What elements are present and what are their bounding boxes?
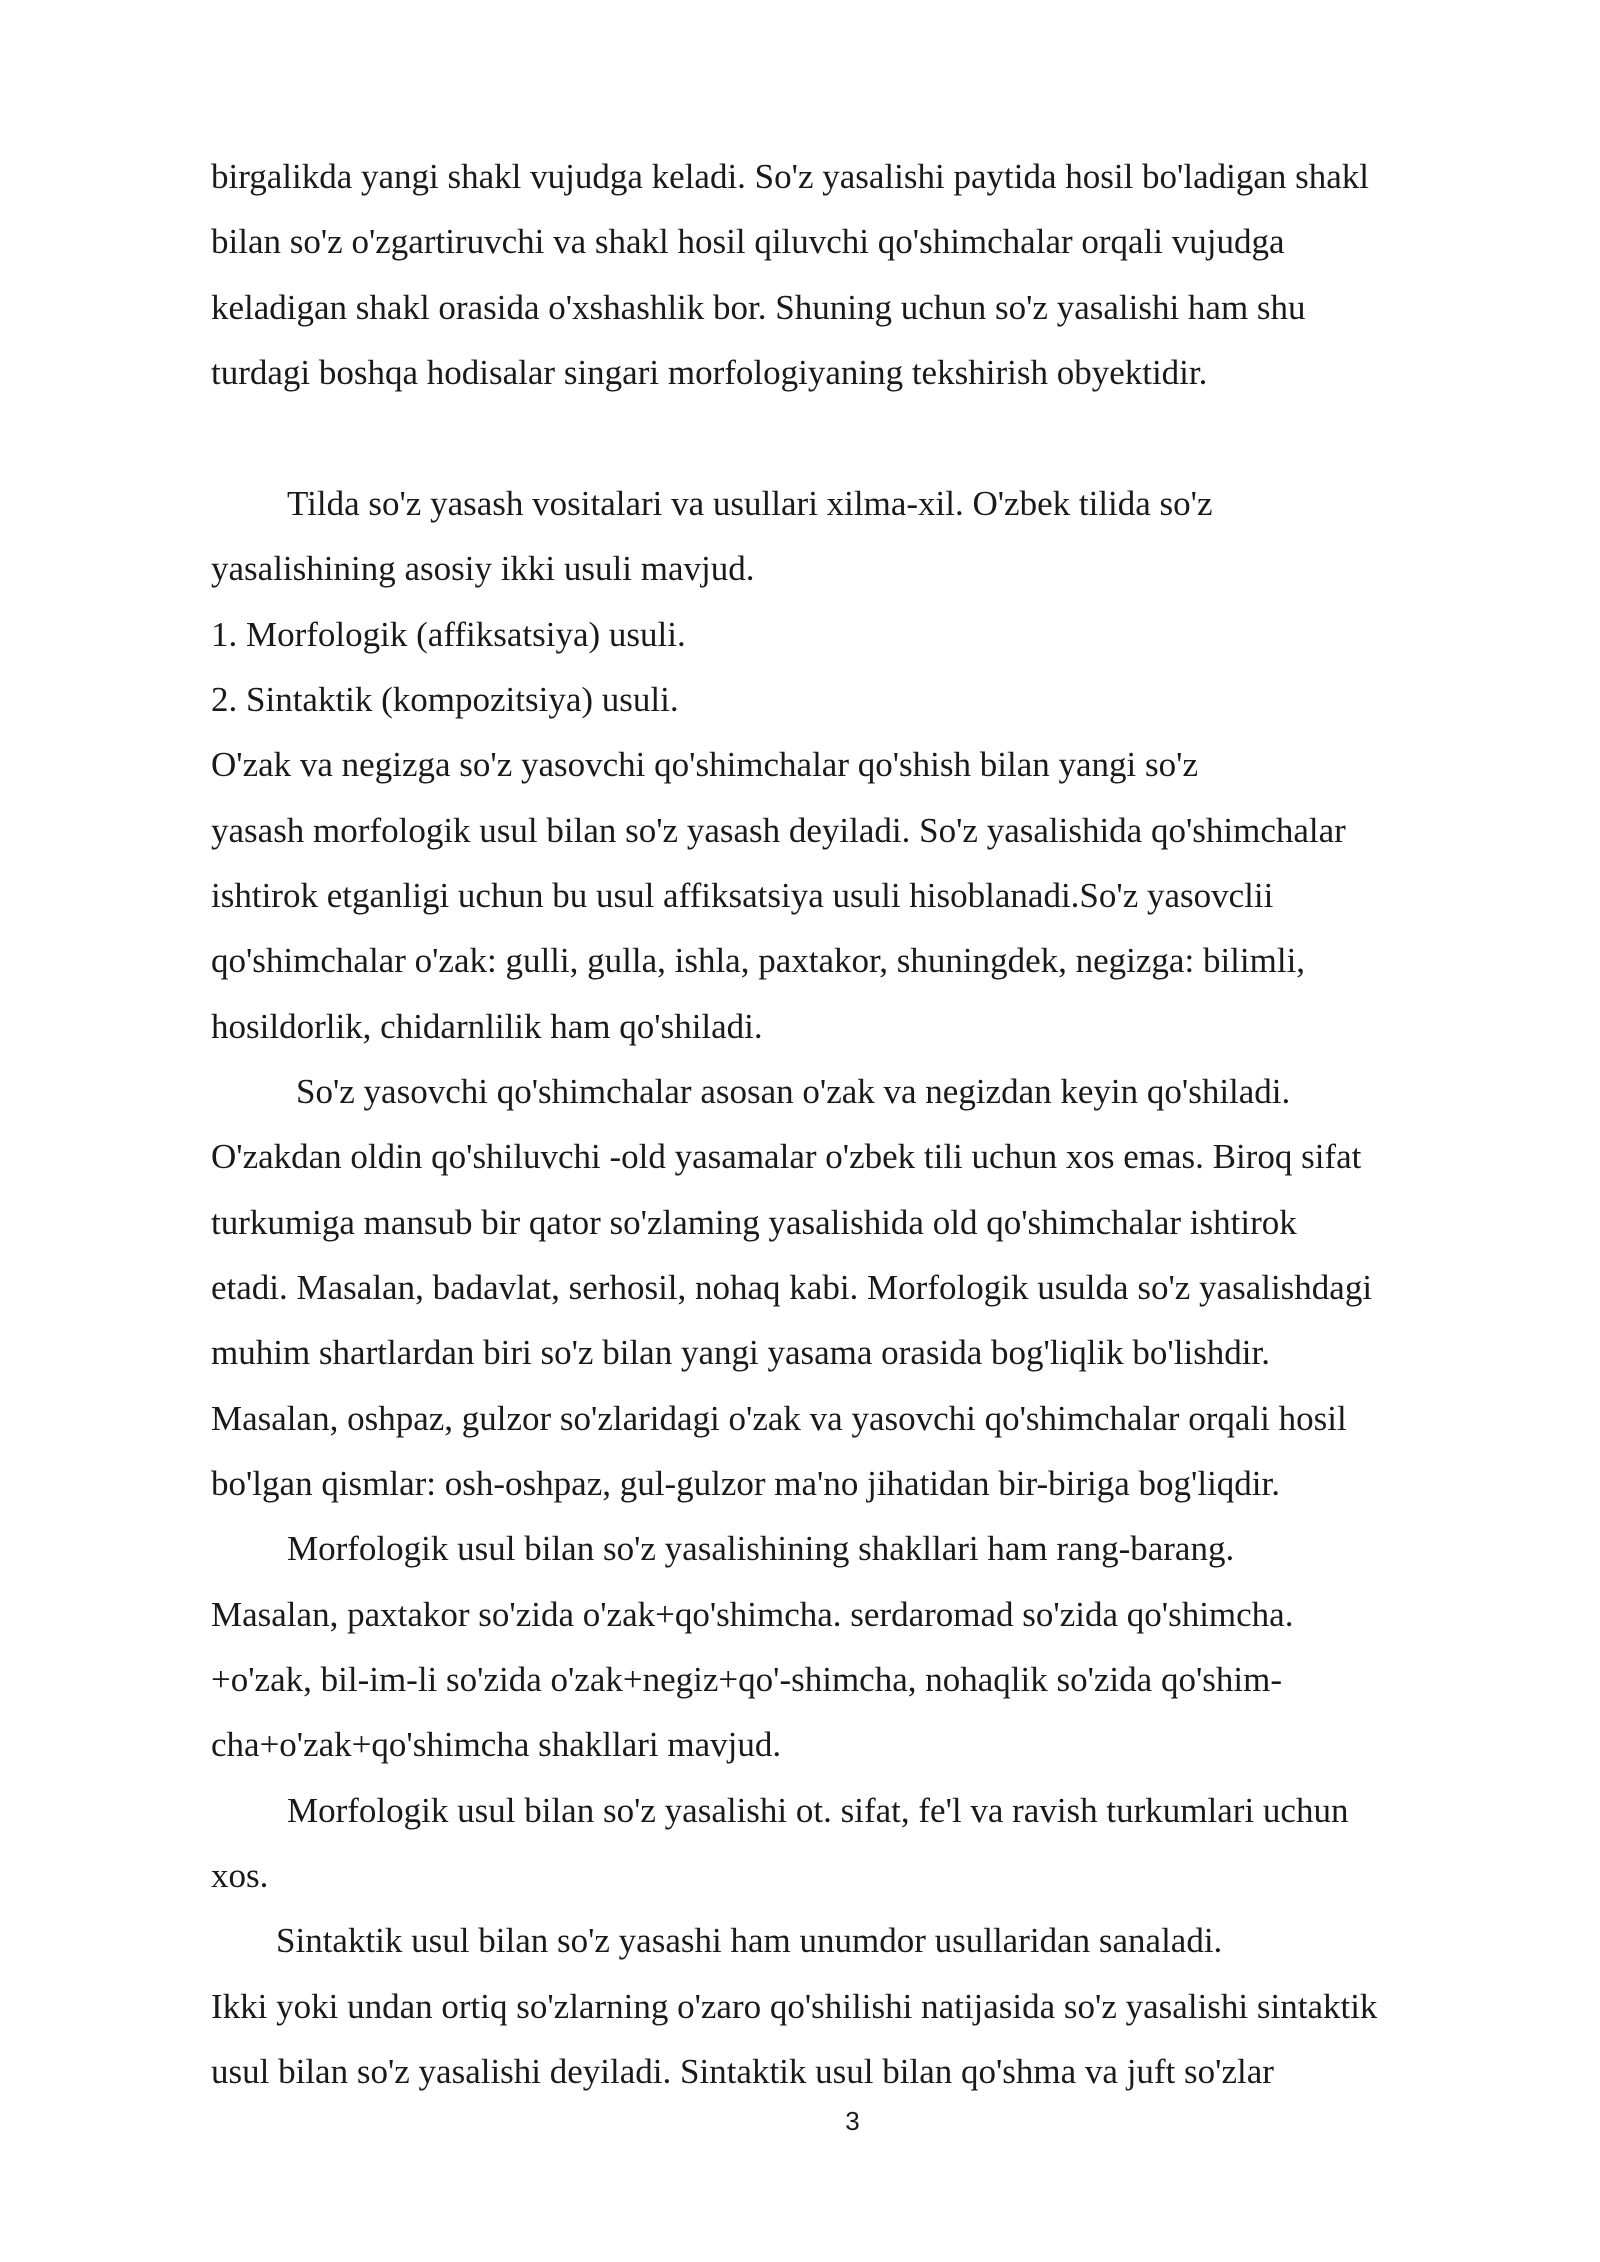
text-line: turdagi boshqa hodisalar singari morfologiyaning tekshirish obyektidir. [211, 353, 1208, 392]
text-line: etadi. Masalan, badavlat, serhosil, nohaq kabi. Morfologik usulda so'z yasalishdagi [211, 1268, 1373, 1307]
text-line: bilan so'z o'zgartiruvchi va shakl hosil qiluvchi qo'shimchalar orqali vujudga [211, 222, 1285, 261]
text-line: yasash morfologik usul bilan so'z yasash deyiladi. So'z yasalishida qo'shimchalar [211, 811, 1346, 850]
text-line: Masalan, paxtakor so'zida o'zak+qo'shimcha. serdaromad so'zida qo'shimcha. [211, 1595, 1294, 1634]
text-line: So'z yasovchi qo'shimchalar asosan o'zak va negizdan keyin qo'shiladi. [296, 1072, 1291, 1111]
text-line: Masalan, oshpaz, gulzor so'zlaridagi o'zak va yasovchi qo'shimchalar orqali hosil [211, 1399, 1347, 1438]
text-line: Tilda so'z yasash vositalari va usullari xilma-xil. O'zbek tilida so'z [287, 484, 1213, 523]
text-line: ishtirok etganligi uchun bu usul affiksatsiya usuli hisoblanadi.So'z yasovclii [211, 876, 1274, 915]
text-line: hosildorlik, chidarnlilik ham qo'shiladi. [211, 1007, 763, 1046]
text-line: qo'shimchalar o'zak: gulli, gulla, ishla, paxtakor, shuningdek, negizga: bilimli, [211, 941, 1306, 980]
text-line: birgalikda yangi shakl vujudga keladi. So'z yasalishi paytida hosil bo'ladigan shakl [211, 157, 1370, 196]
text-line: O'zakdan oldin qo'shiluvchi -old yasamalar o'zbek tili uchun xos emas. Biroq sifat [211, 1137, 1362, 1176]
text-line: Morfologik usul bilan so'z yasalishining shakllari ham rang-barang. [287, 1529, 1235, 1568]
text-line: Morfologik usul bilan so'z yasalishi ot. sifat, fe'l va ravish turkumlari uchun [287, 1791, 1349, 1830]
text-line: Ikki yoki undan ortiq so'zlarning o'zaro qo'shilishi natijasida so'z yasalishi sintaktik [211, 1987, 1378, 2026]
text-line: +o'zak, bil-im-li so'zida o'zak+negiz+qo'-shimcha, nohaqlik so'zida qo'shim- [211, 1660, 1282, 1699]
text-line: bo'lgan qismlar: osh-oshpaz, gul-gulzor ma'no jihatidan bir-biriga bog'liqdir. [211, 1464, 1280, 1503]
text-line: Sintaktik usul bilan so'z yasashi ham unumdor usullaridan sanaladi. [276, 1921, 1223, 1960]
text-line: cha+o'zak+qo'shimcha shakllari mavjud. [211, 1725, 782, 1764]
text-line: O'zak va negizga so'z yasovchi qo'shimchalar qo'shish bilan yangi so'z [211, 745, 1198, 784]
text-line: xos. [211, 1856, 269, 1895]
text-line: yasalishining asosiy ikki usuli mavjud. [211, 549, 755, 588]
list-item-sintaktik: 2. Sintaktik (kompozitsiya) usuli. [211, 680, 679, 719]
text-line: muhim shartlardan biri so'z bilan yangi yasama orasida bog'liqlik bo'lishdir. [211, 1333, 1271, 1372]
page-number: 3 [845, 2106, 860, 2136]
text-line: turkumiga mansub bir qator so'zlaming yasalishida old qo'shimchalar ishtirok [211, 1203, 1297, 1242]
text-line: keladigan shakl orasida o'xshashlik bor. Shuning uchun so'z yasalishi ham shu [211, 288, 1306, 327]
list-item-morfologik: 1. Morfologik (affiksatsiya) usuli. [211, 615, 686, 654]
text-line: usul bilan so'z yasalishi deyiladi. Sintaktik usul bilan qo'shma va juft so'zlar [211, 2052, 1274, 2091]
